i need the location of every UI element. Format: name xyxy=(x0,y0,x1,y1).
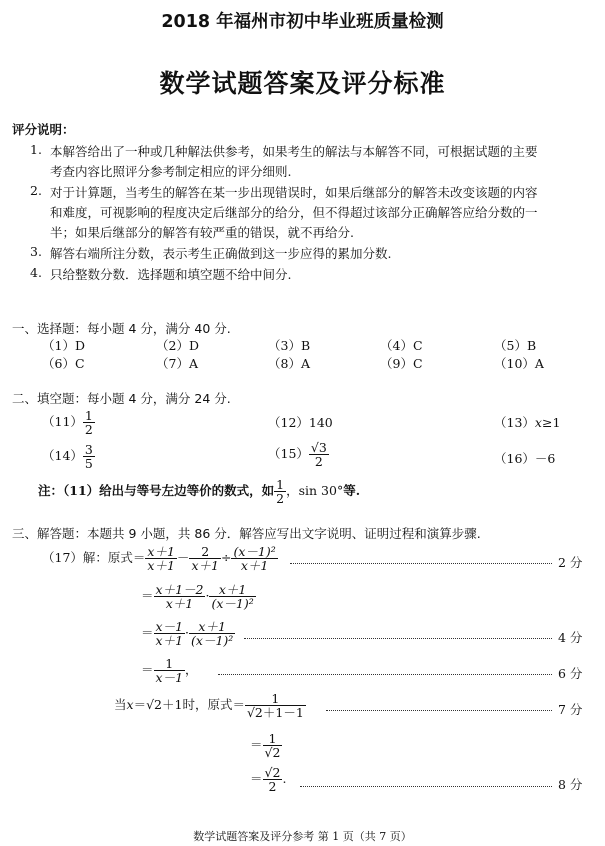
fill-answer-13: （13）x≥1 xyxy=(494,415,561,430)
q15-fraction: $\frac{√3}{2}$ xyxy=(310,440,327,470)
page-footer: 数学试题答案及评分参考 第 1 页（共 7 页） xyxy=(193,830,412,843)
note-4-line-1: 只给整数分数．选择题和填空题不给中间分. xyxy=(50,267,292,282)
q17-step-3: ＝ $\frac{x-1}{x+1}$ · $\frac{x+1}{\text{(x－1)²}}$ xyxy=(141,619,234,649)
choice-answer-9: （9）C xyxy=(380,356,423,371)
document-title: 数学试题答案及评分标准 xyxy=(159,69,446,98)
q14-fraction: $\frac{3}{5}$ xyxy=(84,442,93,472)
section3-heading: 三、解答题：本题共 9 小题，共 86 分．解答应写出文字说明、证明过程和演算步骤. xyxy=(12,526,481,541)
note-2-line-2: 和难度，可视影响的程度决定后继部分的给分，但不得超过该部分正确解答应给分数的一 xyxy=(50,205,538,220)
fill-answer-14: （14） $\frac{3}{5}$ xyxy=(42,442,93,472)
notes-heading: 评分说明： xyxy=(12,122,75,137)
note-1-line-2: 考查内容比照评分参考制定相应的评分细则. xyxy=(50,164,292,179)
fill-answer-15: （15） $\frac{√3}{2}$ xyxy=(268,440,327,470)
choice-answer-5: （5）B xyxy=(494,338,537,353)
note-2-number: 2. xyxy=(30,183,42,198)
score-leader-7 xyxy=(300,786,552,787)
q11-label: （11） xyxy=(42,414,83,430)
q11-fraction: $\frac{1}{2}$ xyxy=(84,408,93,438)
note-3-number: 3. xyxy=(30,244,42,259)
choice-answer-7: （7）A xyxy=(156,356,198,371)
choice-answer-3: （3）B xyxy=(268,338,311,353)
note-2-line-1: 对于计算题，当考生的解答在某一步出现错误时，如果后继部分的解答未改变该题的内容 xyxy=(50,185,538,200)
score-leader-5 xyxy=(326,710,552,711)
score-step-3: 4 分 xyxy=(558,630,583,645)
note-1-number: 1. xyxy=(30,142,42,157)
q17-step-2: ＝ $\frac{x+1-2}{x+1}$ · $\frac{x+1}{\text{(x－1)²}}$ xyxy=(141,582,254,612)
section1-heading: 一、选择题：每小题 4 分，满分 40 分. xyxy=(12,321,231,336)
q17-step-7: ＝ $\frac{√2}{2}$ . xyxy=(250,765,287,795)
score-step-5: 7 分 xyxy=(558,702,583,717)
q17-step-4: ＝ $\frac{1}{x-1}$ ， xyxy=(141,656,198,686)
note-2-line-3: 半；如果后继部分的解答有较严重的错误，就不再给分. xyxy=(50,225,354,240)
q17-step-5: 当x＝√2＋1时，原式＝ $\frac{1}{√2+1-1}$ xyxy=(114,691,304,721)
fill-answer-11 xyxy=(42,409,95,436)
choice-answer-2: （2）D xyxy=(156,338,199,353)
exam-title: 2018 年福州市初中毕业班质量检测 xyxy=(161,12,444,32)
fill-answer-16: （16）－6 xyxy=(494,451,556,466)
q17-step-6: ＝ $\frac{1}{√2}$ xyxy=(250,731,281,761)
choice-answer-4: （4）C xyxy=(380,338,423,353)
score-step-1: 2 分 xyxy=(558,555,583,570)
choice-answer-6: （6）C xyxy=(42,356,85,371)
choice-answer-8: （8）A xyxy=(268,356,310,371)
score-step-4: 6 分 xyxy=(558,666,583,681)
fill-note: 注：（11）给出与等号左边等价的数式，如 $\frac{1}{2}$ ，sin 30°等. xyxy=(38,477,361,507)
note-3-line-1: 解答右端所注分数，表示考生正确做到这一步应得的累加分数. xyxy=(50,246,392,261)
score-leader-3 xyxy=(244,638,552,639)
note-fraction: $\frac{1}{2}$ xyxy=(276,477,285,507)
score-step-7: 8 分 xyxy=(558,777,583,792)
choice-answer-10: （10）A xyxy=(494,356,544,371)
choice-answer-1: （1）D xyxy=(42,338,85,353)
q17-step-1: （17）解：原式＝ $\frac{x+1}{x+1}$ － $\frac{2}{x+1}$ ÷ $\frac{\text{(x－1)²}}{x+1}$ xyxy=(42,544,276,574)
score-leader-1 xyxy=(290,563,552,564)
note-4-number: 4. xyxy=(30,265,42,280)
score-leader-4 xyxy=(218,674,552,675)
section2-heading: 二、填空题：每小题 4 分，满分 24 分. xyxy=(12,391,231,406)
fill-answer-12: （12）140 xyxy=(268,415,333,430)
note-1-line-1: 本解答给出了一种或几种解法供参考，如果考生的解法与本解答不同，可根据试题的主要 xyxy=(50,144,538,159)
